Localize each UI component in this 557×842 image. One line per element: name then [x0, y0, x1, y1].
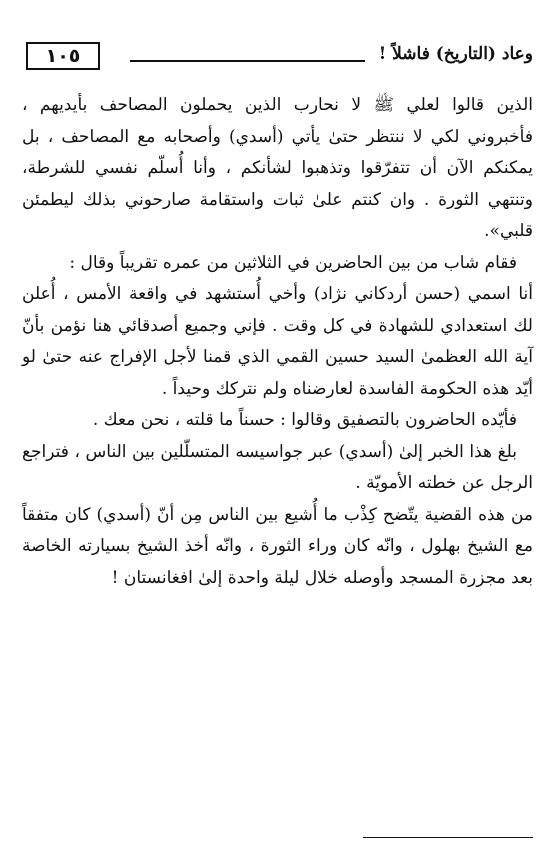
header-rule: [130, 60, 365, 62]
page-header: [22, 38, 533, 78]
paragraph: أنا اسمي (حسن أردكاني نژاد) وأخي أُستشهد في واقعة الأمس ، أُعلن لك استعدادي للشهادة في كل وقت . فإني وجميع أصدقائي هنا نؤمن بأنّ آية الله العظمىٰ السيد حسين القمي الذي قمنا لأجل الإفراج عنه حتىٰ لو أيّد هذه الحكومة الفاسدة لعارضناه ولم نتركك وحيداً .: [22, 284, 533, 399]
paragraph: من هذه القضية يتّضح كِذْب ما أُشيع بين الناس مِن أنّ (أسدي) كان متفقاً مع الشيخ بهلول ، وانّه كان وراء الثورة ، وانّه أخذ الشيخ بسيارته الخاصة بعد مجزرة المسجد وأوصله خلال ليلة واحدة إلىٰ افغانستان !: [22, 504, 533, 588]
body-text: [22, 90, 533, 594]
running-title: وعاد (التاريخ) فاشلاً !: [378, 44, 533, 64]
paragraph: فأيّده الحاضرون بالتصفيق وقالوا : حسناً ما قلته ، نحن معك .: [92, 410, 517, 430]
paragraph: الذين قالوا لعلي ﷺ لا نحارب الذين يحملون المصاحف بأيديهم ، فأخبروني لكي لا ننتظر حتىٰ يأتي (أسدي) وأصحابه مع المصاحف ، بل يمكنكم الآن أن تتفرّقوا وتذهبوا لشأنكم ، وأنا أُسلّم نفسي للشرطة، وتنتهي الثورة . وان كنتم علىٰ ثبات واستقامة صارحوني بذلك ليطمئن قلبي».: [22, 95, 533, 241]
book-page: [22, 38, 533, 838]
page-number: ١٠٥: [26, 42, 100, 70]
footnote-rule: [363, 837, 533, 838]
paragraph: فقام شاب من بين الحاضرين في الثلاثين من عمره تقريباً وقال :: [69, 252, 517, 273]
paragraph: بلغ هذا الخبر إلىٰ (أسدي) عبر جواسيسه المتسلّلين بين الناس ، فتراجع الرجل عن خطته الأمويّة .: [22, 441, 533, 493]
